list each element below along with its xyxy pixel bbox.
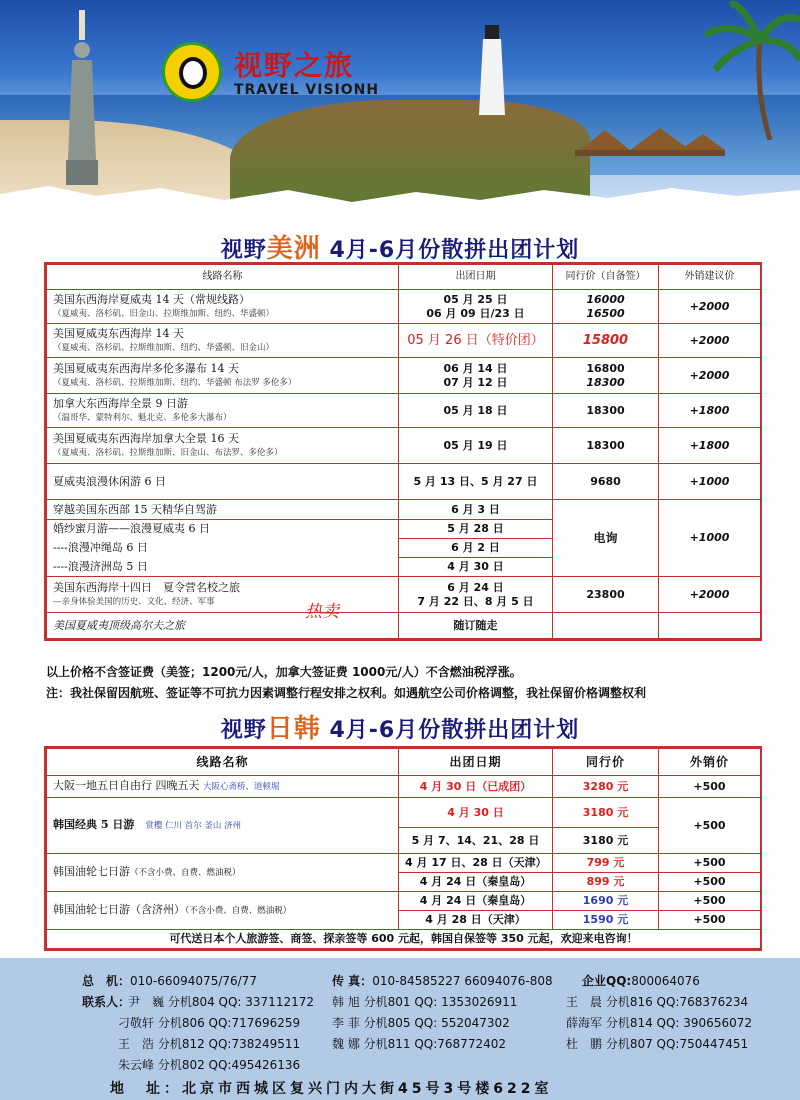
agency-price: 899 元 bbox=[553, 873, 659, 892]
route-name: ----浪漫冲绳岛 6 日 bbox=[47, 539, 399, 558]
suggested-markup: +2000 bbox=[659, 290, 761, 324]
route-detail: （夏威夷、洛杉矶、拉斯维加斯、纽约、华盛顿 布法罗 多伦多） bbox=[53, 377, 297, 388]
table-header-row bbox=[47, 749, 761, 776]
title-highlight: 美洲 bbox=[266, 234, 321, 264]
title-prefix: 视野 bbox=[220, 718, 267, 743]
logo-eye-icon bbox=[162, 42, 222, 102]
sale-price: +500 bbox=[659, 776, 761, 798]
route-name: 美国东西海岸夏威夷 14 天（常规线路） bbox=[53, 292, 250, 306]
departure-date: 05 月 25 日 bbox=[443, 292, 508, 306]
departure-date: 4 月 30 日 bbox=[399, 558, 553, 577]
table-footnote-row bbox=[47, 930, 761, 949]
suggested-markup: +1000 bbox=[659, 464, 761, 500]
route-detail: （不含小费、自费、燃油税） bbox=[130, 868, 241, 878]
departure-date: 4 月 30 日（已成团） bbox=[399, 776, 553, 798]
departure-date: 06 月 14 日 bbox=[443, 361, 508, 375]
agency-price: 16500 bbox=[586, 306, 625, 320]
fax bbox=[332, 972, 553, 989]
main-phone-value: 010-66094075/76/77 bbox=[130, 974, 257, 988]
departure-date: 05 月 18 日 bbox=[399, 394, 553, 428]
departure-date: 4 月 24 日（秦皇岛） bbox=[399, 873, 553, 892]
departure-date: 06 月 09 日/23 日 bbox=[426, 306, 525, 320]
route-name: 美国东西海岸十四日 夏令营名校之旅 bbox=[53, 580, 240, 594]
departure-date: 4 月 17 日、28 日（天津） bbox=[399, 854, 553, 873]
brand-name-cn: 视野之旅 bbox=[234, 49, 355, 82]
column-header: 线路名称 bbox=[47, 749, 399, 776]
sale-price: +500 bbox=[659, 854, 761, 873]
agency-price: 15800 bbox=[582, 332, 629, 348]
contacts-label: 联系人： bbox=[82, 995, 131, 1009]
title-highlight: 日韩 bbox=[266, 714, 321, 744]
agency-price: 18300 bbox=[553, 428, 659, 464]
title-suffix: 散拼出团计划 bbox=[441, 238, 580, 263]
departure-date: 4 月 24 日（秦皇岛） bbox=[399, 892, 553, 911]
table-row bbox=[47, 798, 761, 828]
route-detail: 大阪心斋桥、道顿堀 bbox=[203, 782, 280, 792]
column-header: 外销价 bbox=[659, 749, 761, 776]
route-detail: （夏威夷、洛杉矶、拉斯维加斯、纽约、华盛顿、旧金山） bbox=[53, 342, 275, 353]
brand-name-en: TRAVEL VISIONH bbox=[234, 82, 380, 98]
main-phone bbox=[82, 972, 257, 989]
table-row bbox=[47, 577, 761, 613]
lighthouse-icon bbox=[475, 25, 509, 115]
route-name: 美国夏威夷东西海岸多伦多瀑布 14 天 bbox=[53, 361, 239, 375]
route-name: 美国夏威夷东西海岸 14 天 bbox=[53, 326, 184, 340]
main-phone-label: 总 机： bbox=[82, 974, 131, 988]
agency-price: 3280 元 bbox=[553, 776, 659, 798]
contact-person: 李 菲 分机805 QQ: 552047302 bbox=[332, 1016, 510, 1030]
column-header: 出团日期 bbox=[399, 265, 553, 290]
route-detail: 赏樱 仁川 首尔 釜山 济州 bbox=[145, 821, 242, 831]
departure-date: 6 月 3 日 bbox=[399, 500, 553, 520]
company-qq bbox=[582, 972, 700, 989]
office-address: 地 址：北京市西城区复兴门内大街45号3号楼622室 bbox=[110, 1081, 553, 1097]
company-qq-value: 800064076 bbox=[631, 974, 700, 988]
table-row bbox=[47, 358, 761, 394]
contact-footer bbox=[0, 958, 800, 1100]
route-detail: （不含小费、自费、燃油税） bbox=[185, 906, 292, 916]
route-name: 大阪一地五日自由行 四晚五天 bbox=[53, 779, 200, 792]
suggested-markup: +1800 bbox=[659, 428, 761, 464]
departure-date: 5 月 13 日、5 月 27 日 bbox=[399, 464, 553, 500]
table-row bbox=[47, 776, 761, 798]
departure-date: 05 月 19 日 bbox=[399, 428, 553, 464]
title-suffix: 散拼出团计划 bbox=[441, 718, 580, 743]
contact-person: 薛海军 分机814 QQ: 390656072 bbox=[566, 1016, 752, 1030]
agency-price: 23800 bbox=[553, 577, 659, 613]
departure-date: 7 月 22 日、8 月 5 日 bbox=[417, 594, 534, 608]
route-detail: （夏威夷、洛杉矶、旧金山、拉斯维加斯、纽约、华盛顿） bbox=[53, 308, 275, 319]
departure-date: 6 月 24 日 bbox=[447, 580, 504, 594]
departure-date: 6 月 2 日 bbox=[399, 539, 553, 558]
column-header: 出团日期 bbox=[399, 749, 553, 776]
agency-price: 1590 元 bbox=[553, 911, 659, 930]
route-name: 加拿大东西海岸全景 9 日游 bbox=[53, 396, 188, 410]
rights-note: 注：我社保留因航班、签证等不可抗力因素调整行程安排之权利。如遇航空公司价格调整，我社保留价格调整权利 bbox=[46, 686, 647, 700]
agency-price: 3180 元 bbox=[553, 828, 659, 854]
table-row bbox=[47, 324, 761, 358]
agency-price: 1690 元 bbox=[553, 892, 659, 911]
sale-price: +500 bbox=[659, 798, 761, 854]
beach-huts-icon bbox=[575, 120, 725, 165]
suggested-markup: +2000 bbox=[659, 577, 761, 613]
agency-price: 18300 bbox=[586, 375, 625, 389]
japan-korea-tour-table bbox=[44, 746, 762, 951]
header-banner bbox=[0, 0, 800, 210]
title-period: 4月-6月份 bbox=[329, 718, 442, 743]
departure-date: 4 月 30 日 bbox=[399, 798, 553, 828]
departure-date: 07 月 12 日 bbox=[443, 375, 508, 389]
route-name: 夏威夷浪漫休闲游 6 日 bbox=[47, 464, 399, 500]
palm-tree-icon bbox=[700, 0, 800, 140]
hot-sale-label: 热卖 bbox=[305, 602, 339, 622]
column-header: 线路名称 bbox=[47, 265, 399, 290]
contact-person: 王 晨 分机816 QQ:768376234 bbox=[566, 995, 749, 1009]
route-name: 穿越美国东西部 15 天精华自驾游 bbox=[47, 500, 399, 520]
suggested-markup: +2000 bbox=[659, 358, 761, 394]
route-name: ----浪漫济洲岛 5 日 bbox=[47, 558, 399, 577]
contact-person: 魏 娜 分机811 QQ:768772402 bbox=[332, 1037, 506, 1051]
section-title-americas bbox=[0, 228, 800, 265]
agency-price: 16800 bbox=[586, 361, 625, 375]
departure-date: 5 月 28 日 bbox=[399, 520, 553, 539]
contact-person: 朱云峰 分机802 QQ:495426136 bbox=[118, 1058, 301, 1072]
contact-person: 韩 旭 分机801 QQ: 1353026911 bbox=[332, 995, 518, 1009]
title-period: 4月-6月份 bbox=[329, 238, 442, 263]
agency-price: 18300 bbox=[553, 394, 659, 428]
table-row bbox=[47, 428, 761, 464]
suggested-markup: +2000 bbox=[659, 324, 761, 358]
brand-logo bbox=[150, 36, 390, 106]
departure-date: 4 月 28 日（天津） bbox=[399, 911, 553, 930]
table-row bbox=[47, 464, 761, 500]
route-name: 韩国油轮七日游（含济州） bbox=[53, 903, 185, 916]
table-row bbox=[47, 500, 761, 520]
agency-price: 9680 bbox=[553, 464, 659, 500]
route-name: 韩国油轮七日游 bbox=[53, 865, 130, 878]
agency-price: 3180 元 bbox=[553, 798, 659, 828]
sale-price: +500 bbox=[659, 892, 761, 911]
column-header: 同行价 bbox=[553, 749, 659, 776]
sale-price: +500 bbox=[659, 873, 761, 892]
departure-date: 05 月 26 日（特价团） bbox=[407, 332, 544, 348]
route-name: 美国夏威夷顶级高尔夫之旅 bbox=[47, 613, 399, 639]
contact-person: 王 浩 分机812 QQ:738249511 bbox=[118, 1037, 301, 1051]
sale-price: +500 bbox=[659, 911, 761, 930]
table-row bbox=[47, 613, 761, 639]
title-prefix: 视野 bbox=[220, 238, 267, 263]
route-name: 美国夏威夷东西海岸加拿大全景 16 天 bbox=[53, 431, 239, 445]
table-row bbox=[47, 854, 761, 873]
suggested-markup: +1800 bbox=[659, 394, 761, 428]
table-row bbox=[47, 394, 761, 428]
visa-service-note: 可代送日本个人旅游签、商签、探亲签等 600 元起，韩国自保签等 350 元起，欢迎来电咨询！ bbox=[47, 930, 761, 949]
fax-value: 010-84585227 66094076-808 bbox=[372, 974, 553, 988]
table-row bbox=[47, 290, 761, 324]
statue-of-liberty-icon bbox=[62, 10, 102, 185]
column-header: 外销建议价 bbox=[659, 265, 761, 290]
fax-label: 传 真： bbox=[332, 974, 373, 988]
agency-price: 电询 bbox=[553, 500, 659, 577]
agency-price: 16000 bbox=[586, 292, 625, 306]
contact-person: 刁敬轩 分机806 QQ:717696259 bbox=[118, 1016, 301, 1030]
section-title-japan-korea bbox=[0, 708, 800, 745]
departure-date: 随订随走 bbox=[399, 613, 553, 639]
column-header: 同行价（自备签） bbox=[553, 265, 659, 290]
company-qq-label: 企业QQ: bbox=[582, 974, 632, 988]
contact-person: 杜 鹏 分机807 QQ:750447451 bbox=[566, 1037, 749, 1051]
contact-person: 尹 巍 分机804 QQ: 337112172 bbox=[128, 995, 314, 1009]
agency-price: 799 元 bbox=[553, 854, 659, 873]
route-detail: ---亲身体验美国的历史、文化、经济、军事 bbox=[53, 596, 215, 607]
route-detail: （夏威夷、洛杉矶、拉斯维加斯、旧金山、布法罗、多伦多） bbox=[53, 447, 283, 458]
route-detail: （温哥华、蒙特利尔、魁北克、多伦多大瀑布） bbox=[53, 412, 232, 423]
table-row bbox=[47, 892, 761, 911]
route-name: 韩国经典 5 日游 bbox=[53, 818, 135, 831]
route-name: 婚纱蜜月游——浪漫夏威夷 6 日 bbox=[47, 520, 399, 539]
departure-date: 5 月 7、14、21、28 日 bbox=[399, 828, 553, 854]
americas-tour-table bbox=[44, 262, 762, 641]
visa-fee-note: 以上价格不含签证费（美签；1200元/人，加拿大签证费 1000元/人）不含燃油税浮涨。 bbox=[46, 665, 522, 679]
suggested-markup: +1000 bbox=[659, 500, 761, 577]
table-header-row bbox=[47, 265, 761, 290]
